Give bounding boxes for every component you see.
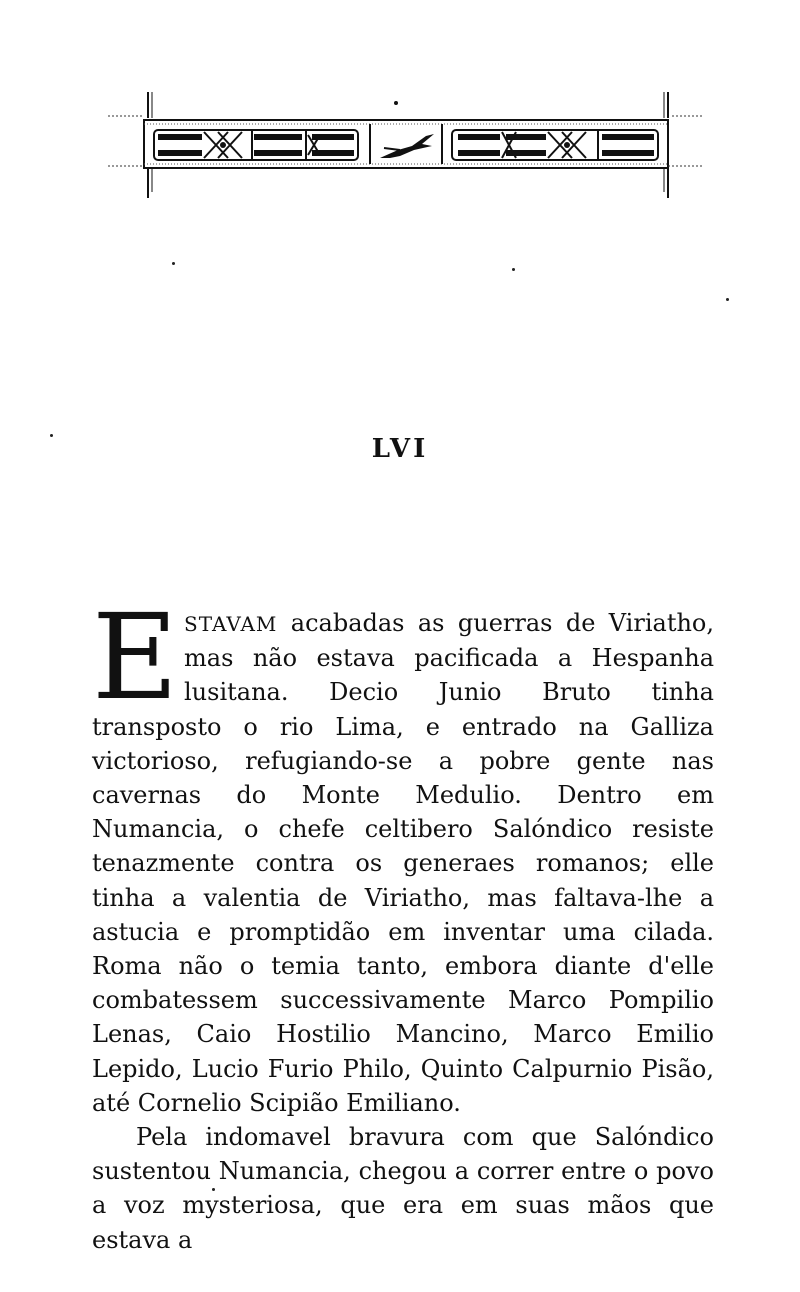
paragraph bbox=[92, 588, 714, 1120]
ornament-band-left bbox=[154, 130, 358, 160]
chapter-number: LVI bbox=[371, 434, 429, 464]
header-ornament bbox=[108, 88, 704, 200]
print-speck bbox=[172, 262, 175, 265]
ornament-band-right bbox=[452, 130, 658, 160]
paragraph-text: acabadas as guerras de Viriatho, mas não estava pacificada a Hespanha lusitana. Decio Junio Bruto tinha transposto o rio Lima, e entrado na Galliza victorioso, refugiando-se a pobre gente nas cavernas do Monte Medulio. Dentro em Numancia, o chefe celtibero Salóndico resiste tenazmente contra os generaes romanos; elle tinha a valentia de Viriatho, mas faltava-lhe a astucia e promptidão em inventar uma cilada. Roma não o temia tanto, embora diante d'elle combatessem successivamente Marco Pompilio Lenas, Caio Hostilio Mancino, Marco Emilio Lepido, Lucio Furio Philo, Quinto Calpurnio Pisão, até Cornelio Scipião Emiliano. bbox=[92, 609, 714, 1117]
print-speck bbox=[726, 298, 729, 301]
dropcap-letter: E bbox=[92, 588, 179, 726]
dropcap-box bbox=[92, 588, 179, 726]
dropcap-lead: STAVAM bbox=[184, 612, 278, 636]
paragraph: Pela indomavel bravura com que Salóndico sustentou Numancia, chegou a correr entre o povo a voz mysteriosa, que era em suas mãos que estava a bbox=[92, 1123, 714, 1254]
print-speck bbox=[512, 268, 515, 271]
bird-icon bbox=[380, 134, 434, 158]
body-text bbox=[92, 588, 714, 1257]
